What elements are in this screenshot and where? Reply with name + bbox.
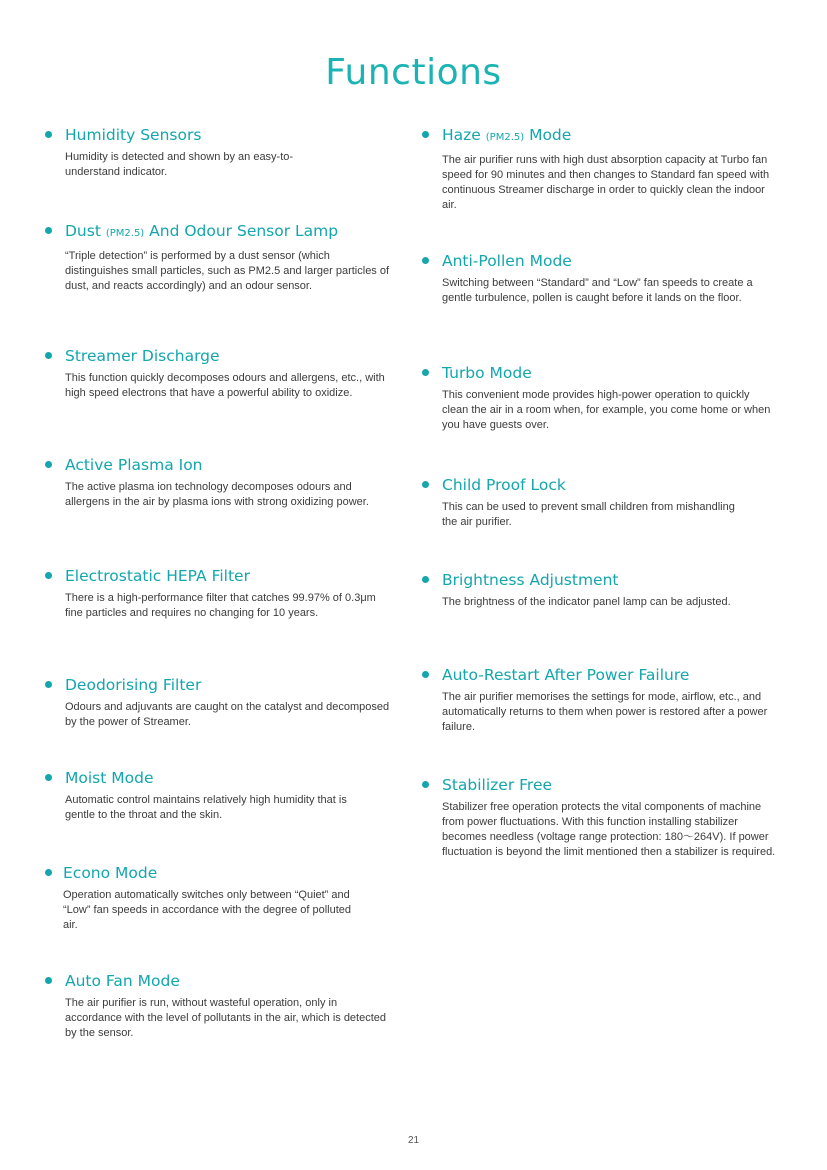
feature-anti-pollen-mode [422, 251, 782, 306]
feature-electrostatic-hepa-filter [45, 566, 390, 621]
bullet-icon [422, 257, 429, 264]
feature-description: This can be used to prevent small children from mishandling the air purifier. [442, 501, 735, 528]
feature-title: Streamer Discharge [45, 346, 390, 366]
feature-title: Auto-Restart After Power Failure [422, 665, 782, 685]
bullet-icon [422, 576, 429, 583]
feature-stabilizer-free [422, 775, 782, 860]
page-number: 21 [407, 1135, 420, 1146]
feature-title: Stabilizer Free [422, 775, 782, 795]
bullet-icon [45, 131, 52, 138]
feature-haze-mode [422, 125, 782, 213]
feature-title: Dust (PM2.5) And Odour Sensor Lamp [45, 221, 390, 244]
bullet-icon [422, 481, 429, 488]
feature-streamer-discharge [45, 346, 390, 401]
feature-description: There is a high-performance filter that catches 99.97% of 0.3μm fine particles and requires no changing for 10 years. [65, 592, 376, 619]
feature-description: Operation automatically switches only between “Quiet” and “Low” fan speeds in accordance with the degree of polluted air. [63, 889, 352, 931]
bullet-icon [422, 369, 429, 376]
bullet-icon [45, 572, 52, 579]
feature-description: The air purifier runs with high dust absorption capacity at Turbo fan speed for 90 minutes and then changes to Standard fan speed with continuous Streamer discharge in order to quickly clean the indoor air. [442, 154, 770, 211]
feature-title: Auto Fan Mode [45, 971, 390, 991]
feature-deodorising-filter [45, 675, 390, 730]
feature-turbo-mode [422, 363, 782, 433]
feature-econo-mode [45, 863, 390, 933]
feature-description: The air purifier is run, without wasteful operation, only in accordance with the level of pollutants in the air, which is detected by the sensor. [65, 997, 387, 1039]
feature-child-proof-lock [422, 475, 782, 530]
bullet-icon [45, 227, 52, 234]
feature-description: The active plasma ion technology decomposes odours and allergens in the air by plasma ions with strong oxidizing power. [65, 481, 369, 508]
feature-description: Switching between “Standard” and “Low” fan speeds to create a gentle turbulence, pollen is caught before it lands on the floor. [442, 277, 753, 304]
bullet-icon [45, 681, 52, 688]
bullet-icon [45, 461, 52, 468]
feature-title: Deodorising Filter [45, 675, 390, 695]
feature-title: Active Plasma Ion [45, 455, 390, 475]
feature-dust-odour-sensor-lamp [45, 221, 390, 294]
page-title: Functions [325, 52, 502, 93]
bullet-icon [45, 774, 52, 781]
feature-description: “Triple detection” is performed by a dust sensor (which distinguishes small particles, such as PM2.5 and larger particles of dust, and reacts accordingly) and an odour sensor. [65, 250, 390, 292]
feature-description: The air purifier memorises the settings for mode, airflow, etc., and automatically returns to them when power is restored after a power failure. [442, 691, 768, 733]
feature-title: Turbo Mode [422, 363, 782, 383]
bullet-icon [422, 781, 429, 788]
feature-auto-fan-mode [45, 971, 390, 1041]
feature-active-plasma-ion [45, 455, 390, 510]
feature-title: Child Proof Lock [422, 475, 782, 495]
bullet-icon [45, 352, 52, 359]
feature-description: This convenient mode provides high-power operation to quickly clean the air in a room when, for example, you come home or when you have guests over. [442, 389, 771, 431]
feature-description: Automatic control maintains relatively high humidity that is gentle to the throat and the skin. [65, 794, 347, 821]
bullet-icon [45, 977, 52, 984]
feature-description: Humidity is detected and shown by an easy-to-understand indicator. [65, 151, 294, 178]
feature-description: Odours and adjuvants are caught on the catalyst and decomposed by the power of Streamer. [65, 701, 390, 728]
feature-title: Humidity Sensors [45, 125, 390, 145]
feature-description: This function quickly decomposes odours and allergens, etc., with high speed electrons that have a powerful ability to oxidize. [65, 372, 385, 399]
feature-title: Electrostatic HEPA Filter [45, 566, 390, 586]
feature-moist-mode [45, 768, 390, 823]
feature-description: Stabilizer free operation protects the vital components of machine from power fluctuations. With this function installing stabilizer becomes needless (voltage range protection: 180～264V). If power fluctuation is beyond the limit mentioned then a stabilizer is required. [442, 801, 776, 858]
feature-title: Brightness Adjustment [422, 570, 782, 590]
feature-title: Moist Mode [45, 768, 390, 788]
bullet-icon [422, 671, 429, 678]
feature-description: The brightness of the indicator panel lamp can be adjusted. [442, 596, 731, 608]
feature-humidity-sensors [45, 125, 390, 180]
feature-auto-restart [422, 665, 782, 735]
bullet-icon [422, 131, 429, 138]
feature-brightness-adjustment [422, 570, 782, 610]
feature-title: Haze (PM2.5) Mode [422, 125, 782, 148]
feature-title: Anti-Pollen Mode [422, 251, 782, 271]
bullet-icon [45, 869, 52, 876]
feature-title: Econo Mode [45, 863, 390, 883]
